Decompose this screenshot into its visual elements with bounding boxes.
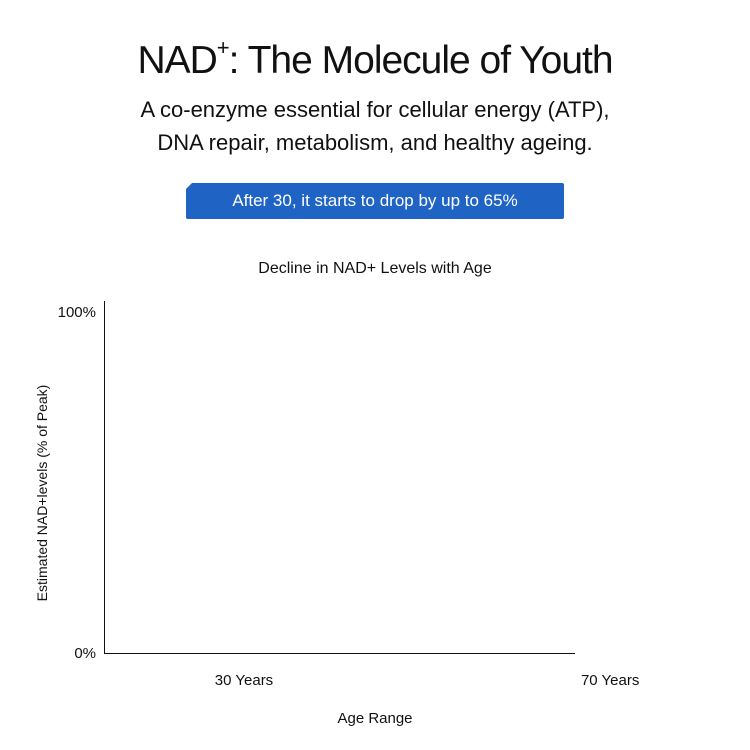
y-tick-label: 0% (74, 645, 96, 662)
x-tick-label: 70 Years (580, 672, 640, 689)
y-tick-labels (58, 304, 96, 662)
title-superscript: + (216, 35, 229, 60)
y-tick-label: 100% (57, 304, 96, 321)
subtitle-line-2: DNA repair, metabolism, and healthy ageing. (157, 130, 593, 155)
chart-title: Decline in NAD+ Levels with Age (258, 260, 492, 277)
title-rest: : The Molecule of Youth (228, 39, 613, 82)
x-tick-label: 30 Years (214, 672, 274, 689)
x-axis-label: Age Range (337, 710, 413, 727)
x-tick-labels (215, 672, 640, 689)
highlight-badge: After 30, it starts to drop by up to 65% (186, 183, 564, 219)
subtitle-line-1: A co-enzyme essential for cellular energy (ATP), (140, 97, 610, 122)
y-axis-label: Estimated NAD+levels (% of Peak) (34, 384, 50, 602)
title-main: NAD (137, 39, 217, 82)
